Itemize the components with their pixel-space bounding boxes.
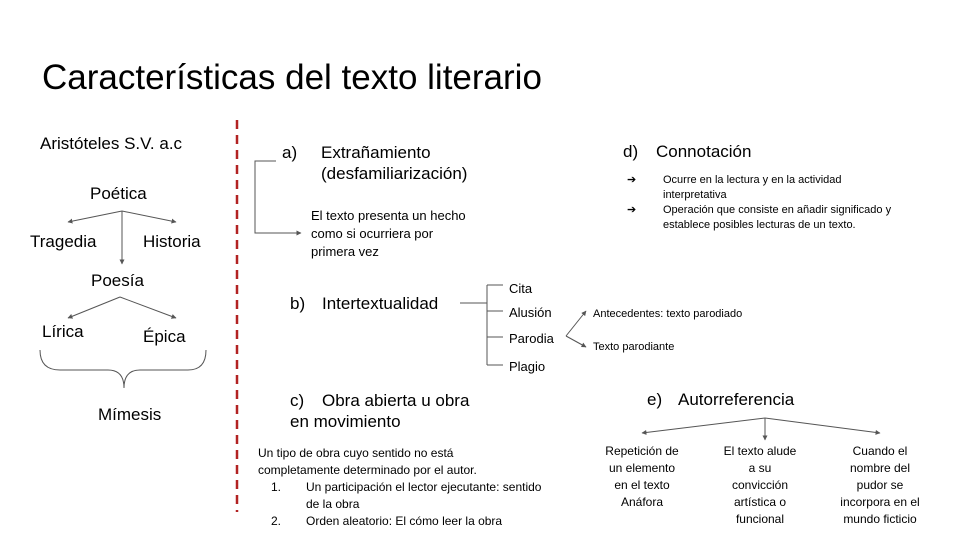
- e-branch-pudor: [828, 443, 932, 528]
- section-a-heading-line1: Extrañamiento: [321, 143, 431, 162]
- page-title: Características del texto literario: [42, 58, 542, 97]
- section-a-desc-line: El texto presenta un hecho: [311, 208, 466, 223]
- section-d-heading: Connotación: [656, 142, 752, 161]
- arrow-a-elbow: [255, 161, 301, 233]
- parodia-branch-parodiante: Texto parodiante: [593, 341, 675, 353]
- list-item-line: Operación que consiste en añadir significado y: [663, 204, 892, 216]
- e-branch-line: pudor se: [856, 478, 904, 492]
- section-a-desc-line: primera vez: [311, 244, 379, 259]
- e-branch-line: funcional: [735, 512, 785, 526]
- section-d-list: [627, 173, 891, 233]
- b-item-plagio: Plagio: [509, 359, 546, 374]
- e-branch-line: convicción: [731, 478, 789, 492]
- list-item-line: Un participación el lector ejecutante: sentido: [306, 480, 542, 494]
- e-branch-line: mundo ficticio: [843, 512, 917, 526]
- parodia-branch-antecedentes: Antecedentes: texto parodiado: [593, 308, 743, 320]
- node-historia: Historia: [143, 232, 201, 251]
- e-branch-alude: [712, 443, 808, 528]
- arrow-poetica-historia: [122, 211, 176, 222]
- section-d-marker: d): [623, 142, 639, 161]
- e-branch-line: Repetición de: [605, 444, 679, 458]
- e-branch-line: artística o: [733, 495, 787, 509]
- section-c-desc-line: completamente determinado por el autor.: [258, 463, 477, 477]
- section-c-list: [258, 479, 541, 530]
- e-branch-line: nombre del: [849, 461, 911, 475]
- list-item: [258, 513, 541, 530]
- node-tragedia: Tragedia: [30, 232, 97, 251]
- e-branch-line: Cuando el: [852, 444, 908, 458]
- arrow-poesia-epica: [120, 297, 176, 318]
- section-a-marker: a): [282, 143, 298, 162]
- list-item: [258, 479, 541, 513]
- node-lirica: Lírica: [42, 322, 84, 341]
- list-item: [627, 173, 891, 203]
- e-branch-repeticion: [594, 443, 690, 511]
- list-item: [627, 203, 891, 233]
- right-arrow-icon: ➔: [627, 204, 637, 216]
- section-c-heading-line2: en movimiento: [290, 412, 401, 431]
- list-number: 2.: [271, 514, 282, 528]
- list-number: 1.: [271, 480, 282, 494]
- section-e-heading: Autorreferencia: [678, 390, 795, 409]
- mimesis-brace: [40, 350, 206, 388]
- node-poetica: Poética: [90, 184, 147, 203]
- list-item-line: Orden aleatorio: El cómo leer la obra: [306, 514, 503, 528]
- arrow-e-right: [765, 418, 880, 433]
- section-a-heading-line2: (desfamiliarización): [321, 164, 468, 183]
- arrow-poesia-lirica: [68, 297, 120, 318]
- list-item-line: de la obra: [306, 497, 360, 511]
- node-mimesis: Mímesis: [98, 405, 162, 424]
- arrow-e-left: [642, 418, 765, 433]
- section-b-marker: b): [290, 294, 306, 313]
- node-epica: Épica: [143, 327, 186, 346]
- right-arrow-icon: ➔: [627, 174, 637, 186]
- arrow-parodia-antecedentes: [566, 311, 586, 336]
- list-item-line: interpretativa: [663, 189, 727, 201]
- arrow-poetica-tragedia: [68, 211, 122, 222]
- section-a-desc-line: como si ocurriera por: [311, 226, 434, 241]
- e-branch-line: El texto alude: [723, 444, 797, 458]
- e-branch-line: Anáfora: [620, 495, 664, 509]
- b-item-alusion: Alusión: [509, 305, 552, 320]
- list-item-line: establece posibles lecturas de un texto.: [663, 219, 856, 231]
- b-item-cita: Cita: [509, 281, 533, 296]
- e-branch-line: incorpora en el: [840, 495, 920, 509]
- b-item-parodia: Parodia: [509, 331, 554, 346]
- list-item-line: Ocurre en la lectura y en la actividad: [663, 174, 842, 186]
- section-e-marker: e): [647, 390, 663, 409]
- author-label: Aristóteles S.V. a.c: [40, 134, 183, 153]
- section-c-description: [258, 445, 541, 530]
- arrow-parodia-parodiante: [566, 336, 586, 347]
- e-branch-line: en el texto: [614, 478, 670, 492]
- section-b-heading: Intertextualidad: [322, 294, 439, 313]
- node-poesia: Poesía: [91, 271, 144, 290]
- e-branch-line: a su: [748, 461, 772, 475]
- section-c-marker: c): [290, 391, 305, 410]
- section-a-description: [311, 207, 466, 261]
- section-c-desc-line: Un tipo de obra cuyo sentido no está: [258, 446, 454, 460]
- e-branch-line: un elemento: [608, 461, 676, 475]
- section-c-heading-line1: Obra abierta u obra: [322, 391, 470, 410]
